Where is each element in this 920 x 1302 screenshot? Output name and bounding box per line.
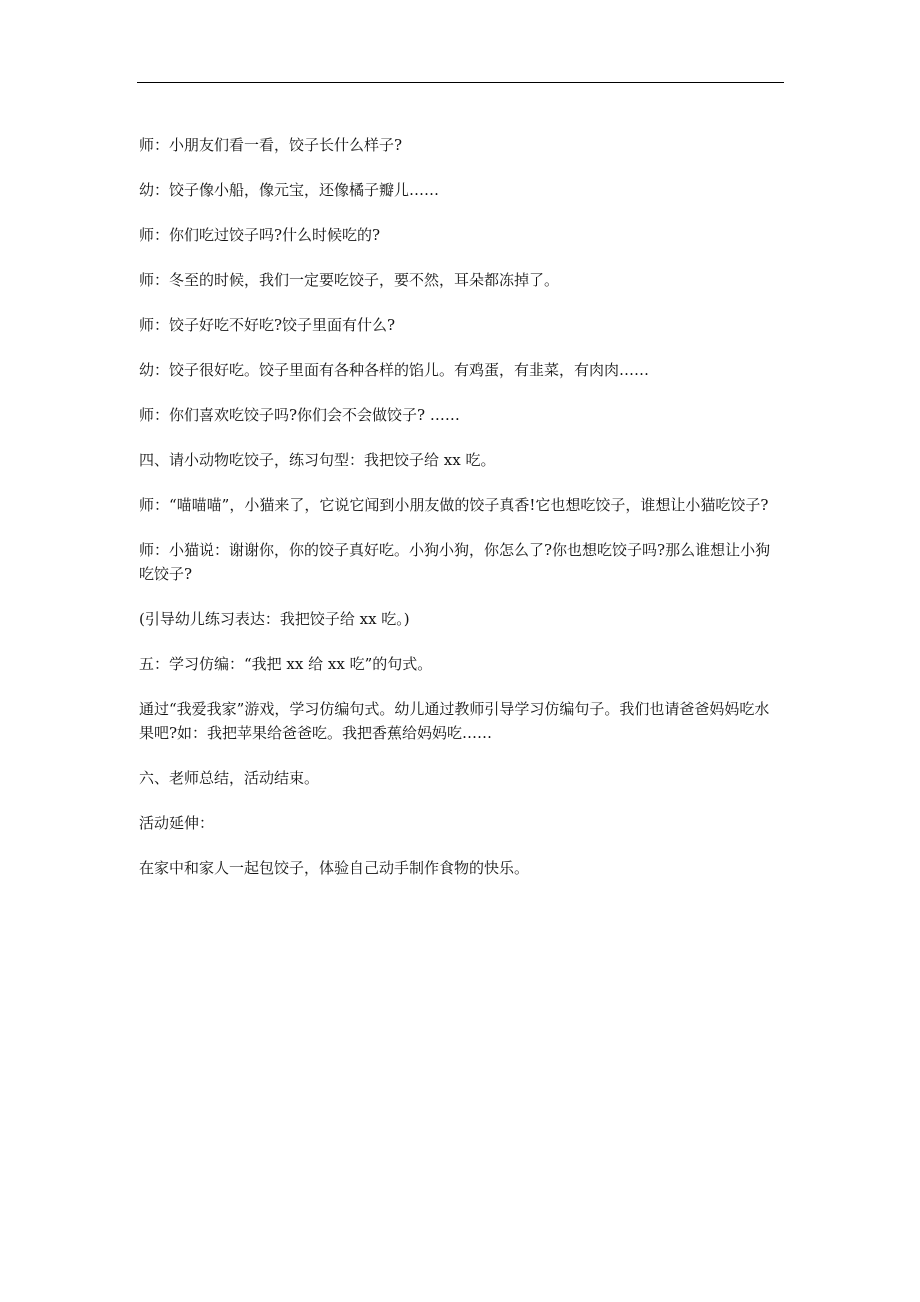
paragraph-16: 在家中和家人一起包饺子，体验自己动手制作食物的快乐。 xyxy=(139,859,530,877)
paragraph-4: 师：冬至的时候，我们一定要吃饺子，要不然，耳朵都冻掉了。 xyxy=(139,271,560,289)
section-heading-6: 六、老师总结，活动结束。 xyxy=(139,769,320,787)
paragraph-6: 幼：饺子很好吃。饺子里面有各种各样的馅儿。有鸡蛋，有韭菜，有肉肉…… xyxy=(139,361,650,379)
section-heading-4: 四、请小动物吃饺子，练习句型：我把饺子给 xx 吃。 xyxy=(139,451,496,469)
paragraph-1: 师：小朋友们看一看，饺子长什么样子? xyxy=(139,136,403,154)
document-body xyxy=(139,133,784,901)
paragraph-10: 师：小猫说：谢谢你，你的饺子真好吃。小狗小狗，你怎么了?你也想吃饺子吗?那么谁想让小狗吃饺子? xyxy=(139,541,771,583)
paragraph-5: 师：饺子好吃不好吃?饺子里面有什么? xyxy=(139,316,396,334)
paragraph-2: 幼：饺子像小船，像元宝，还像橘子瓣儿…… xyxy=(139,181,440,199)
paragraph-11: (引导幼儿练习表达：我把饺子给 xx 吃。) xyxy=(139,610,410,628)
paragraph-9: 师：“喵喵喵”，小猫来了，它说它闻到小朋友做的饺子真香!它也想吃饺子，谁想让小猫吃饺子? xyxy=(139,496,769,514)
section-heading-5: 五：学习仿编：“我把 xx 给 xx 吃”的句式。 xyxy=(139,655,433,673)
extension-heading: 活动延伸： xyxy=(139,814,215,832)
paragraph-7: 师：你们喜欢吃饺子吗?你们会不会做饺子? …… xyxy=(139,406,460,424)
paragraph-3: 师：你们吃过饺子吗?什么时候吃的? xyxy=(139,226,381,244)
paragraph-13: 通过“我爱我家”游戏，学习仿编句式。幼儿通过教师引导学习仿编句子。我们也请爸爸妈妈吃水果吧?如：我把苹果给爸爸吃。我把香蕉给妈妈吃…… xyxy=(139,700,770,742)
header-rule xyxy=(137,82,784,83)
